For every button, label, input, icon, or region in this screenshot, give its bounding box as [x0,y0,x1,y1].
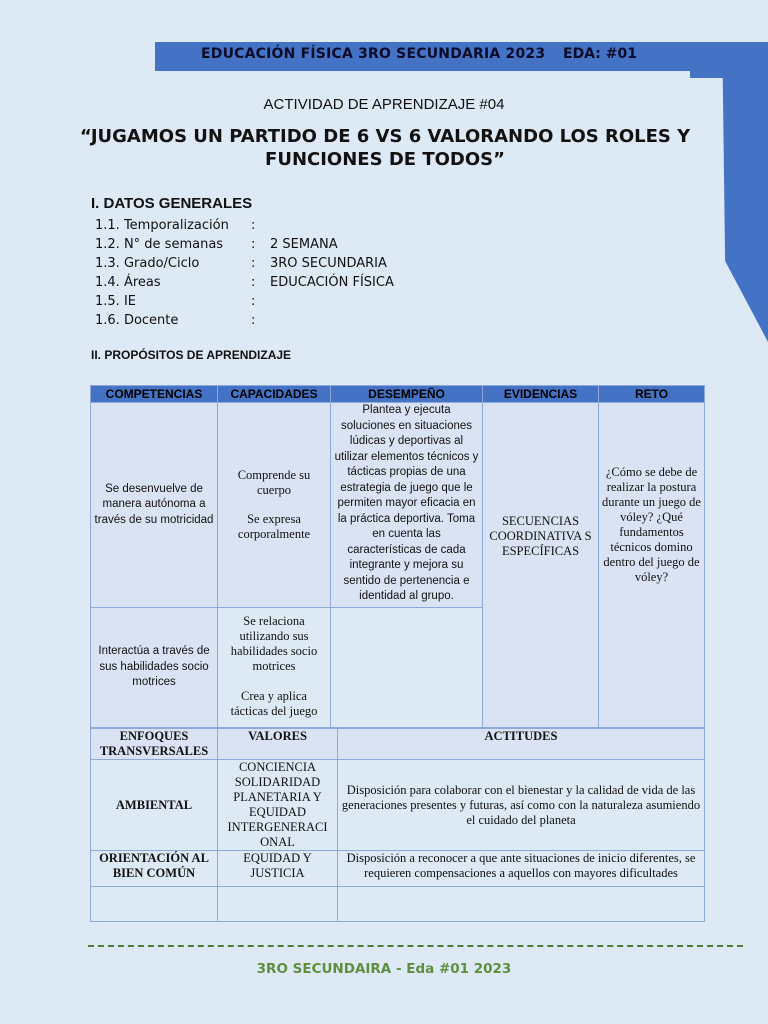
datos-value: 3RO SECUNDARIA [270,256,387,271]
capacidad-text: Se expresa corporalmente [237,512,311,541]
col-header-competencias: COMPETENCIAS [91,386,218,403]
footer-divider [88,945,743,947]
decorative-diagonal-band [690,42,768,342]
datos-generales-heading: I. DATOS GENERALES [91,195,253,212]
capacidad-cell [218,403,331,608]
enfoque-cell: AMBIENTAL [91,760,218,851]
col-header-desempeno: DESEMPEÑO [331,386,483,403]
capacidad-text: Comprende su cuerpo [237,468,311,497]
datos-label: 1.4. Áreas [95,275,161,290]
enfoques-header: ENFOQUES TRANSVERSALES [91,729,218,760]
datos-label: 1.6. Docente [95,313,179,328]
capacidad-text: Crea y aplica tácticas del juego [230,689,318,718]
datos-label: 1.2. N° de semanas [95,237,224,252]
header-eda: EDA: #01 [563,46,637,62]
valores-header: VALORES [218,729,338,760]
propositos-section [90,385,704,922]
datos-value: EDUCACIÓN FÍSICA [270,275,394,290]
empty-cell [218,887,338,922]
empty-cell [331,608,483,728]
actitudes-cell: Disposición para colaborar con el bienestar y la calidad de vida de las generaciones presentes y futuras, así como con la naturaleza asumiendo el cuidado del planeta [338,760,705,851]
table-row [91,403,705,608]
competencia-cell: Interactúa a través de sus habilidades socio motrices [91,608,218,728]
datos-label: 1.1. Temporalización [95,218,229,233]
datos-colon: : [251,313,256,328]
footer-text: 3RO SECUNDAIRA - Eda #01 2023 [256,961,512,977]
valores-cell: EQUIDAD Y JUSTICIA [218,851,338,887]
col-header-reto: RETO [599,386,705,403]
actitudes-header: ACTITUDES [338,729,705,760]
datos-colon: : [251,237,256,252]
capacidad-text: Se relaciona utilizando sus habilidades socio motrices [230,614,318,673]
datos-value: 2 SEMANA [270,237,338,252]
main-title: “JUGAMOS UN PARTIDO DE 6 VS 6 VALORANDO LOS ROLES Y FUNCIONES DE TODOS” [79,126,691,170]
actitudes-cell: Disposición a reconocer a que ante situaciones de inicio diferentes, se requieren compensaciones a aquellos con mayores dificultades [338,851,705,887]
enfoques-header-row [91,729,705,760]
table-header-row [91,386,705,403]
capacidad-cell [218,608,331,728]
datos-label: 1.5. IE [95,294,136,309]
empty-cell [338,887,705,922]
header-band [155,42,768,71]
enfoque-cell: ORIENTACIÓN AL BIEN COMÚN [91,851,218,887]
datos-colon: : [251,218,256,233]
propositos-heading: II. PROPÓSITOS DE APRENDIZAJE [91,348,292,362]
evidencias-cell: SECUENCIAS COORDINATIVA S ESPECÍFICAS [483,403,599,728]
reto-cell: ¿Cómo se debe de realizar la postura durante un juego de vóley? ¿Qué fundamentos técnicos domino dentro del juego de vóley? [599,403,705,728]
col-header-evidencias: EVIDENCIAS [483,386,599,403]
table-row [91,887,705,922]
header-title: EDUCACIÓN FÍSICA 3RO SECUNDARIA 2023 [201,46,546,62]
datos-label: 1.3. Grado/Ciclo [95,256,200,271]
table-row [91,760,705,851]
enfoques-table [90,728,705,922]
propositos-table [90,385,705,728]
datos-colon: : [251,294,256,309]
datos-colon: : [251,256,256,271]
valores-cell: CONCIENCIA SOLIDARIDAD PLANETARIA Y EQUIDAD INTERGENERACI ONAL [218,760,338,851]
empty-cell [91,887,218,922]
datos-colon: : [251,275,256,290]
table-row [91,851,705,887]
competencia-cell: Se desenvuelve de manera autónoma a través de su motricidad [91,403,218,608]
activity-label: ACTIVIDAD DE APRENDIZAJE #04 [263,96,505,113]
col-header-capacidades: CAPACIDADES [218,386,331,403]
desempeno-cell: Plantea y ejecuta soluciones en situaciones lúdicas y deportivas al utilizar elementos técnicos y tácticas propias de una estrategia de juego que le permiten mayor eficacia en la práctica deportiva. Toma en cuenta las características de cada integrante y mejora su sentido de pertenencia e identidad al grupo. [331,403,483,608]
